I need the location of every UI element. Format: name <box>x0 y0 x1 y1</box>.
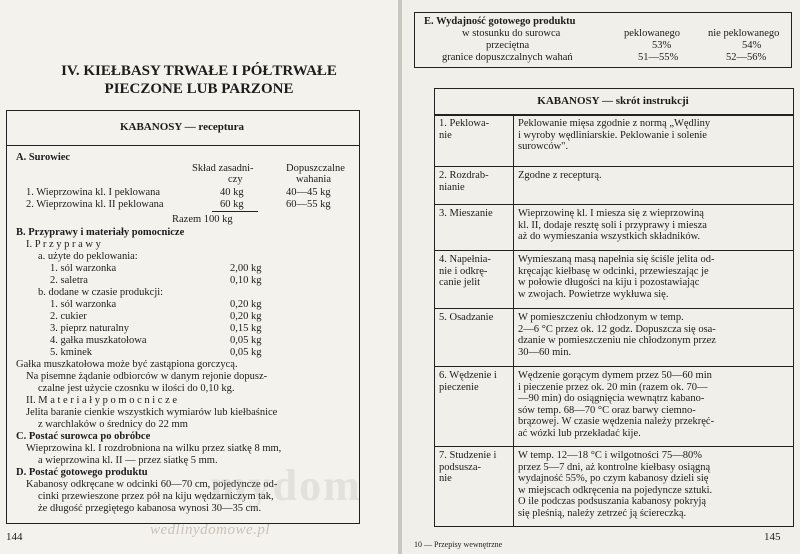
yield-avg-cured: 53% <box>652 40 672 51</box>
left-page <box>0 0 398 554</box>
yield-range-label: granice dopuszczalnych wahań <box>442 52 573 63</box>
sum-rule <box>212 211 258 212</box>
yield-avg-uncured: 54% <box>742 40 762 51</box>
section-b-heading: B. Przyprawy i materiały pomocnicze <box>16 227 185 238</box>
step-text: Wędzenie gorącym dymem przez 50—60 min i pieczenie przez ok. 20 min (razem ok. 70— —90 min) do osiągnięcia wewnątrz kabano- sów temp. 68—70 °C oraz barwy ciemno- brązowej. W czasie wędzenia należy przekręć- ać wózki lub przekładać kije. <box>514 367 794 447</box>
yield-col-uncured: nie peklowanego <box>708 28 780 39</box>
step-label: 1. Peklowa- nie <box>435 115 514 167</box>
yield-title: E. Wydajność gotowego produktu <box>424 16 576 27</box>
total-row: Razem 100 kg <box>172 214 233 225</box>
yield-avg-label: przeciętna <box>486 40 530 51</box>
auxiliary-heading: II. M a t e r i a ł y p o m o c n i c z e <box>26 395 178 406</box>
spice-qty: 0,10 kg <box>230 275 262 286</box>
yield-range-cured: 51—55% <box>638 52 679 63</box>
section-d-heading: D. Postać gotowego produktu <box>16 467 148 478</box>
product-line2: cinki przewieszone przez pół na kiju wędzarniczym tak, <box>38 491 274 502</box>
spice-name: 1. sól warzonka <box>50 263 117 274</box>
production-subheading: b. dodane w czasie produkcji: <box>38 287 164 298</box>
casing-line2: z warchlaków o średnicy do 22 mm <box>38 419 188 430</box>
garlic-note-line1: Na pisemne żądanie odbiorców w danym rejonie dopusz- <box>26 371 268 382</box>
table-row <box>435 115 794 167</box>
spice-qty: 0,15 kg <box>230 323 262 334</box>
step-label: 3. Mieszanie <box>435 205 514 251</box>
col2-header-line2: wahania <box>296 174 331 185</box>
nutmeg-note: Gałka muszkatołowa może być zastąpiona gorczycą. <box>16 359 238 370</box>
product-line3: że długość przegiętego kabanosa wynosi 30—35 cm. <box>38 503 262 514</box>
casing-line1: Jelita baranie cienkie wszystkich wymiarów lub kiełbaśnice <box>26 407 278 418</box>
ingredient-qty: 60 kg <box>220 199 244 210</box>
step-label: 2. Rozdrab- nianie <box>435 167 514 205</box>
col1-header-line1: Skład zasadni- <box>192 163 254 174</box>
step-text: Wymieszaną masą napełnia się ściśle jelita od- kręcając kiełbasę w odcinki, przewieszając je w połowie długości na kiju i pozostawiając w zwojach. Powietrze wykłuwa się. <box>514 251 794 309</box>
spice-qty: 0,05 kg <box>230 335 262 346</box>
table-row <box>435 167 794 205</box>
instructions-title: KABANOSY — skrót instrukcji <box>537 95 689 107</box>
step-label: 5. Osadzanie <box>435 309 514 367</box>
spice-name: 2. saletra <box>50 275 88 286</box>
spice-qty: 0,20 kg <box>230 299 262 310</box>
table-row <box>435 205 794 251</box>
chapter-heading-line2: PIECZONE LUB PARZONE <box>104 81 294 97</box>
step-text: W pomieszczeniu chłodzonym w temp. 2—6 °C przez ok. 12 godz. Dopuszcza się osa- dzanie w pomieszczeniu nie chłodzonym przez 30—60 min. <box>514 309 794 367</box>
step-text: W temp. 12—18 °C i wilgotności 75—80% przez 5—7 dni, aż kontrolne kiełbasy osiągną wydajność 55%, po czym kabanosy dzieli się w miejscach odkręcenia na pojedyncze sztuki. O ile podczas podsuszania kabanosy pokryją się pleśnią, należy zetrzeć ją ściereczką. <box>514 447 794 527</box>
spice-name: 1. sól warzonka <box>50 299 117 310</box>
table-row <box>435 251 794 309</box>
spice-name: 2. cukier <box>50 311 87 322</box>
product-line1: Kabanosy odkręcane w odcinki 60—70 cm, pojedyncze od- <box>26 479 278 490</box>
section-a-heading: A. Surowiec <box>16 152 71 163</box>
step-label: 7. Studzenie i podsusza- nie <box>435 447 514 527</box>
spice-name: 5. kminek <box>50 347 92 358</box>
grinding-line2: a wieprzowina kl. II — przez siatkę 5 mm. <box>38 455 218 466</box>
grinding-line1: Wieprzowina kl. I rozdrobniona na wilku przez siatkę 8 mm, <box>26 443 282 454</box>
spice-qty: 0,05 kg <box>230 347 262 358</box>
table-row <box>435 447 794 527</box>
curing-subheading: a. użyte do peklowania: <box>38 251 138 262</box>
col1-header-line2: czy <box>228 174 243 185</box>
page-number-right: 145 <box>764 531 781 543</box>
yield-subtitle: w stosunku do surowca <box>462 28 561 39</box>
ingredient-range: 60—55 kg <box>286 199 331 210</box>
chapter-heading-line1: IV. KIEŁBASY TRWAŁE I PÓŁTRWAŁE <box>61 63 337 79</box>
yield-range-uncured: 52—56% <box>726 52 767 63</box>
spice-name: 4. gałka muszkatołowa <box>50 335 147 346</box>
table-row <box>435 367 794 447</box>
section-c-heading: C. Postać surowca po obróbce <box>16 431 151 442</box>
step-text: Wieprzowinę kl. I miesza się z wieprzowiną kl. II, dodaje resztę soli i przyprawy i miesza aż do wymieszania wszystkich składników. <box>514 205 794 251</box>
step-label: 4. Napełnia- nie i odkrę- canie jelit <box>435 251 514 309</box>
ingredient-range: 40—45 kg <box>286 187 331 198</box>
table-row <box>435 309 794 367</box>
ingredient-name: 1. Wieprzowina kl. I peklowana <box>26 187 161 198</box>
col2-header-line1: Dopuszczalne <box>286 163 345 174</box>
footer-note: 10 — Przepisy wewnętrzne <box>414 540 503 549</box>
instructions-table <box>434 114 794 527</box>
step-text: Peklowanie mięsa zgodnie z normą „Wędliny i wyroby wędliniarskie. Peklowanie i solenie surowców". <box>514 115 794 167</box>
ingredient-qty: 40 kg <box>220 187 244 198</box>
step-label: 6. Wędzenie i pieczenie <box>435 367 514 447</box>
step-text: Zgodne z recepturą. <box>514 167 794 205</box>
watermark: wedlinydomowe.pl <box>150 522 271 538</box>
spice-qty: 0,20 kg <box>230 311 262 322</box>
recipe-title: KABANOSY — receptura <box>119 121 245 133</box>
right-page <box>402 0 800 554</box>
garlic-note-line2: czalne jest użycie czosnku w ilości do 0,10 kg. <box>38 383 235 394</box>
spice-qty: 2,00 kg <box>230 263 262 274</box>
page-number-left: 144 <box>6 531 23 543</box>
spices-heading: I. P r z y p r a w y <box>26 239 101 250</box>
yield-col-cured: peklowanego <box>624 28 680 39</box>
ingredient-name: 2. Wieprzowina kl. II peklowana <box>26 199 164 210</box>
spice-name: 3. pieprz naturalny <box>50 323 130 334</box>
bleed-through-mark: mydom <box>210 461 362 510</box>
